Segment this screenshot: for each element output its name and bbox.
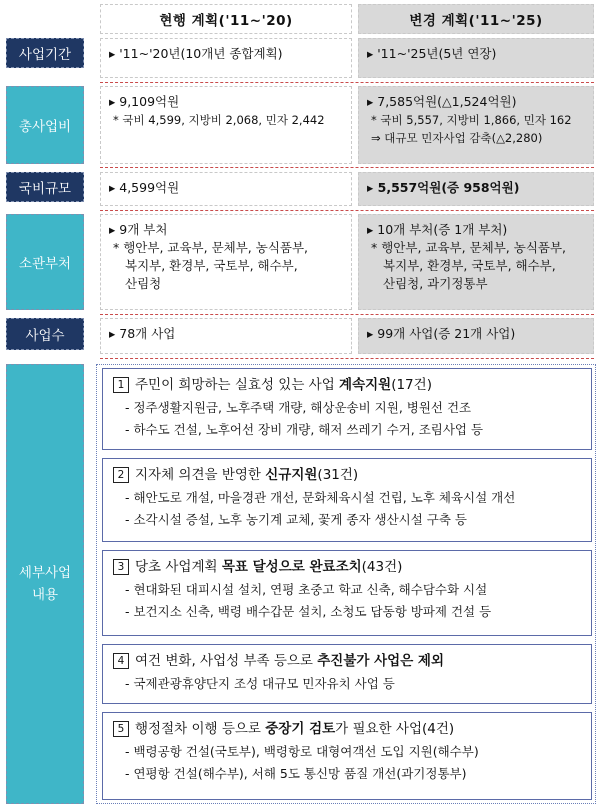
row-label-period: 사업기간	[6, 38, 84, 68]
ministries-changed-count: ▸ 10개 부처(증 1개 부처)	[367, 222, 508, 237]
title-text: 당초 사업계획	[135, 559, 222, 575]
ministries-current-list: * 행안부, 교육부, 문체부, 농식품부,	[113, 240, 309, 255]
current-plan-header: 현행 계획('11~'20)	[100, 4, 352, 34]
ministries-current-list: 복지부, 환경부, 국토부, 해수부,	[125, 258, 298, 273]
detail-item: - 백령공항 건설(국토부), 백령항로 대형여객선 도입 지원(해수부)	[125, 744, 479, 759]
detail-box-title	[113, 649, 581, 673]
total-cost-changed-detail: * 국비 5,557, 지방비 1,866, 민자 162	[371, 113, 572, 127]
period-current-line: ▸ '11~'20년(10개년 종합계획)	[109, 46, 283, 61]
detail-item: - 정주생활지원금, 노후주택 개량, 해상운송비 지원, 병원선 건조	[125, 400, 472, 415]
row-label-total-cost: 총사업비	[6, 86, 84, 164]
detail-box-title	[113, 373, 581, 397]
project-count-current	[100, 318, 352, 354]
row-label-detail	[6, 364, 84, 804]
ministries-changed-list: 복지부, 환경부, 국토부, 해수부,	[383, 258, 556, 273]
period-changed	[358, 38, 594, 78]
detail-item: - 해안도로 개설, 마을경관 개선, 문화체육시설 건립, 노후 체육시설 개선	[125, 490, 516, 505]
detail-item: - 보건지소 신축, 백령 배수갑문 설치, 소청도 답동항 방파제 건설 등	[125, 604, 492, 619]
title-suffix: (43건)	[361, 559, 403, 575]
title-emphasis: 계속지원	[339, 377, 392, 393]
period-changed-line: ▸ '11~'25년(5년 연장)	[367, 46, 497, 61]
title-emphasis: 추진불가 사업은 제외	[317, 653, 445, 669]
box-number: 3	[113, 559, 129, 575]
detail-label-line2: 내용	[31, 587, 59, 603]
total-cost-changed-main: ▸ 7,585억원(△1,524억원)	[367, 94, 517, 109]
ministries-current-list: 산림청	[125, 276, 162, 291]
row-label-ministries: 소관부처	[6, 214, 84, 310]
national-budget-changed-line: ▸ 5,557억원(증 958억원)	[367, 180, 520, 195]
detail-label-line1: 세부사업	[18, 565, 72, 581]
ministries-changed-list: 산림청, 과기정통부	[383, 276, 488, 291]
title-emphasis: 목표 달성으로 완료조치	[221, 559, 362, 575]
title-text: 지자체 의견을 반영한	[135, 467, 266, 483]
row-label-project-count: 사업수	[6, 318, 84, 350]
title-text: 행정절차 이행 등으로	[135, 721, 266, 737]
box-number: 2	[113, 467, 129, 483]
detail-box-title	[113, 555, 581, 579]
national-budget-current-line: ▸ 4,599억원	[109, 180, 180, 195]
detail-box-1	[102, 368, 592, 450]
total-cost-changed	[358, 86, 594, 164]
detail-box-4	[102, 644, 592, 704]
box-number: 5	[113, 721, 129, 737]
row-divider	[100, 210, 594, 211]
ministries-current	[100, 214, 352, 310]
row-divider	[100, 82, 594, 83]
detail-item: - 소각시설 증설, 노후 농기계 교체, 꽃게 종자 생산시설 구축 등	[125, 512, 467, 527]
title-suffix: (17건)	[391, 377, 432, 393]
row-divider	[100, 314, 594, 315]
title-text: 여건 변화, 사업성 부족 등으로	[135, 653, 318, 669]
title-suffix: 가 필요한 사업(4건)	[335, 721, 455, 737]
total-cost-current-main: ▸ 9,109억원	[109, 94, 180, 109]
national-budget-changed	[358, 172, 594, 206]
detail-item: - 하수도 건설, 노후어선 장비 개량, 해저 쓰레기 수거, 조림사업 등	[125, 422, 484, 437]
row-divider	[100, 358, 594, 359]
ministries-changed-list: * 행안부, 교육부, 문체부, 농식품부,	[371, 240, 567, 255]
detail-item: - 국제관광휴양단지 조성 대규모 민자유치 사업 등	[125, 676, 395, 691]
title-text: 주민이 희망하는 실효성 있는 사업	[135, 377, 340, 393]
detail-box-title	[113, 463, 581, 487]
national-budget-current	[100, 172, 352, 206]
ministries-current-count: ▸ 9개 부처	[109, 222, 168, 237]
project-count-changed-line: ▸ 99개 사업(증 21개 사업)	[367, 326, 516, 341]
detail-box-3	[102, 550, 592, 636]
row-divider	[100, 167, 594, 168]
title-suffix: (31건)	[317, 467, 359, 483]
project-count-changed	[358, 318, 594, 354]
total-cost-current-detail: * 국비 4,599, 지방비 2,068, 민자 2,442	[113, 113, 325, 127]
detail-item: - 연평항 건설(해수부), 서해 5도 통신망 품질 개선(과기정통부)	[125, 766, 467, 781]
detail-box-5	[102, 712, 592, 800]
title-emphasis: 중장기 검토	[265, 721, 336, 737]
detail-box-title	[113, 717, 581, 741]
detail-item: - 현대화된 대피시설 설치, 연평 초중고 학교 신축, 해수담수화 시설	[125, 582, 488, 597]
box-number: 4	[113, 653, 129, 669]
title-emphasis: 신규지원	[265, 467, 318, 483]
detail-box-2	[102, 458, 592, 542]
box-number: 1	[113, 377, 129, 393]
period-current	[100, 38, 352, 78]
total-cost-changed-note: ⇒ 대규모 민자사업 감축(△2,280)	[371, 131, 543, 145]
row-label-national-budget: 국비규모	[6, 172, 84, 202]
project-count-current-line: ▸ 78개 사업	[109, 326, 176, 341]
ministries-changed	[358, 214, 594, 310]
total-cost-current	[100, 86, 352, 164]
changed-plan-header: 변경 계획('11~'25)	[358, 4, 594, 34]
